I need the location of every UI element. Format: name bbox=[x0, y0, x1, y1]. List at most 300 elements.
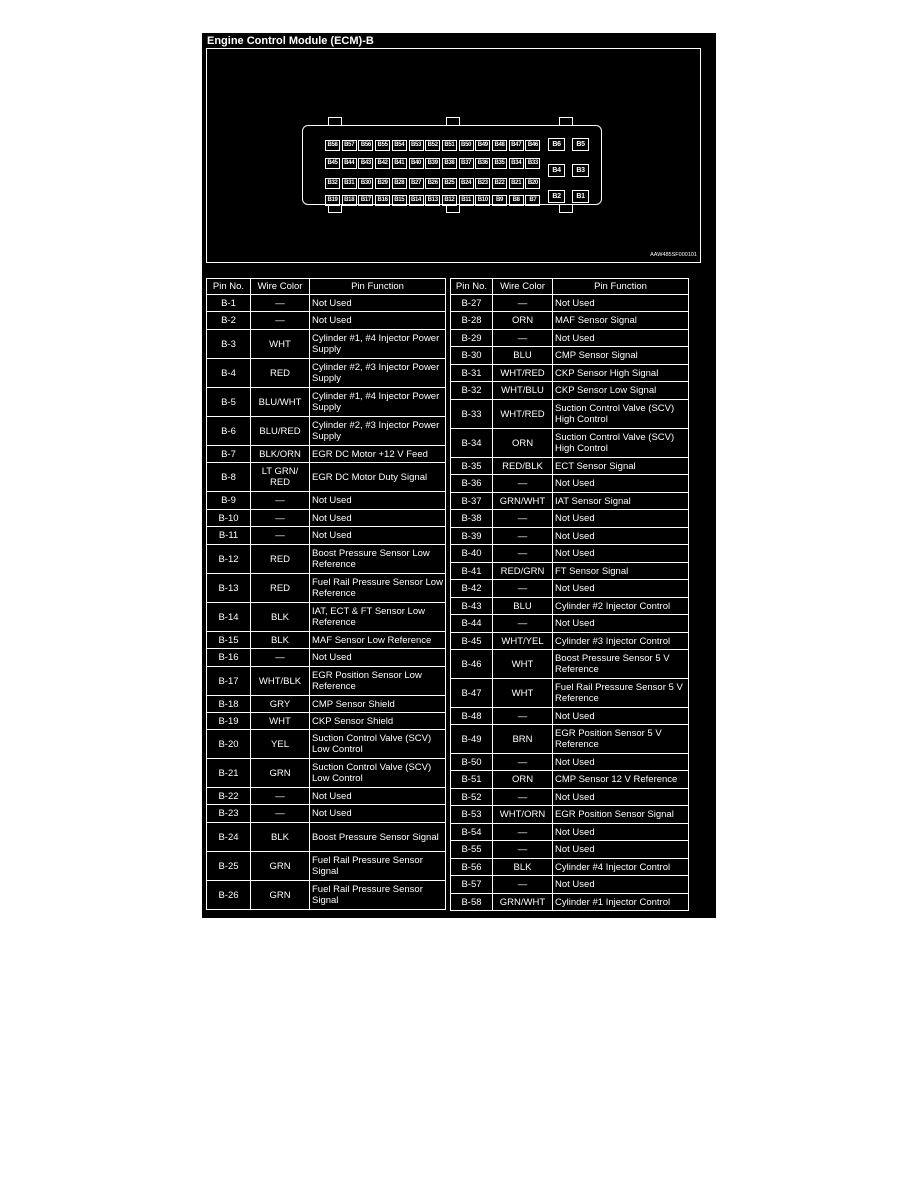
pin-function-cell: EGR Position Sensor 5 V Reference bbox=[553, 725, 689, 754]
wire-color-cell: BLU/WHT bbox=[251, 388, 310, 417]
connector-tab bbox=[446, 117, 460, 126]
wire-color-cell: WHT/RED bbox=[493, 365, 553, 382]
pin-function-cell: Cylinder #1, #4 Injector Power Supply bbox=[310, 388, 446, 417]
wire-color-cell: GRN/WHT bbox=[493, 894, 553, 911]
wire-color-cell: — bbox=[251, 527, 310, 545]
connector-pin: B1 bbox=[572, 190, 589, 203]
connector-pin: B2 bbox=[548, 190, 565, 203]
pin-table-left bbox=[206, 278, 446, 910]
wire-color-cell: ORN bbox=[493, 312, 553, 330]
pin-no-cell: B-58 bbox=[451, 894, 493, 911]
table-row bbox=[451, 347, 689, 365]
pin-function-cell: Fuel Rail Pressure Sensor Low Reference bbox=[310, 574, 446, 603]
pin-no-cell: B-13 bbox=[207, 574, 251, 603]
table-row bbox=[451, 510, 689, 528]
connector-pin: B49 bbox=[475, 140, 490, 151]
connector-pin: B12 bbox=[442, 195, 457, 206]
wire-color-cell: WHT/BLK bbox=[251, 667, 310, 696]
table-row bbox=[207, 330, 446, 359]
pin-function-cell: Suction Control Valve (SCV) Low Control bbox=[310, 759, 446, 788]
wire-color-cell: BLU bbox=[493, 598, 553, 615]
table-row bbox=[451, 545, 689, 563]
pin-function-cell: Not Used bbox=[310, 649, 446, 667]
pin-function-cell: Not Used bbox=[553, 528, 689, 545]
pin-no-cell: B-50 bbox=[451, 754, 493, 771]
header-pin-function: Pin Function bbox=[310, 279, 446, 295]
wire-color-cell: — bbox=[493, 789, 553, 806]
pin-no-cell: B-36 bbox=[451, 475, 493, 493]
wire-color-cell: GRY bbox=[251, 696, 310, 713]
table-row bbox=[207, 713, 446, 730]
connector-pin: B35 bbox=[492, 158, 507, 169]
diagram-code: AAW485SF000101 bbox=[650, 252, 697, 258]
wire-color-cell: — bbox=[493, 475, 553, 493]
connector-pin: B34 bbox=[509, 158, 524, 169]
connector-pin: B8 bbox=[509, 195, 524, 206]
connector-pin: B40 bbox=[409, 158, 424, 169]
connector-pin: B53 bbox=[409, 140, 424, 151]
pin-no-cell: B-45 bbox=[451, 633, 493, 650]
pin-function-cell: EGR Position Sensor Low Reference bbox=[310, 667, 446, 696]
wire-color-cell: — bbox=[493, 824, 553, 841]
connector-pin: B46 bbox=[525, 140, 540, 151]
table-row bbox=[451, 382, 689, 400]
connector-pin: B54 bbox=[392, 140, 407, 151]
table-row bbox=[207, 359, 446, 388]
connector-pin: B11 bbox=[459, 195, 474, 206]
table-row bbox=[451, 650, 689, 679]
wire-color-cell: YEL bbox=[251, 730, 310, 759]
wire-color-cell: RED bbox=[251, 545, 310, 574]
wire-color-cell: BLK bbox=[251, 603, 310, 632]
pin-function-cell: Not Used bbox=[310, 312, 446, 330]
pin-function-cell: Not Used bbox=[553, 295, 689, 312]
pin-function-cell: CKP Sensor High Signal bbox=[553, 365, 689, 382]
ecm-b-panel bbox=[202, 33, 716, 918]
connector-pin: B37 bbox=[459, 158, 474, 169]
table-row bbox=[451, 679, 689, 708]
wire-color-cell: — bbox=[493, 510, 553, 528]
pin-no-cell: B-25 bbox=[207, 852, 251, 881]
pin-no-cell: B-21 bbox=[207, 759, 251, 788]
pin-function-cell: Suction Control Valve (SCV) High Control bbox=[553, 400, 689, 429]
pin-no-cell: B-2 bbox=[207, 312, 251, 330]
wire-color-cell: WHT bbox=[251, 713, 310, 730]
table-header-row bbox=[207, 279, 446, 295]
wire-color-cell: GRN/WHT bbox=[493, 493, 553, 510]
table-row bbox=[207, 759, 446, 788]
pin-no-cell: B-52 bbox=[451, 789, 493, 806]
pin-no-cell: B-11 bbox=[207, 527, 251, 545]
pin-no-cell: B-14 bbox=[207, 603, 251, 632]
table-row bbox=[451, 789, 689, 806]
wire-color-cell: WHT bbox=[493, 650, 553, 679]
pin-function-cell: Suction Control Valve (SCV) High Control bbox=[553, 429, 689, 458]
pin-no-cell: B-57 bbox=[451, 876, 493, 894]
connector-pin: B33 bbox=[525, 158, 540, 169]
pin-no-cell: B-33 bbox=[451, 400, 493, 429]
wire-color-cell: BLK bbox=[251, 823, 310, 852]
wire-color-cell: — bbox=[493, 754, 553, 771]
pin-function-cell: Fuel Rail Pressure Sensor Signal bbox=[310, 852, 446, 881]
connector-pin: B25 bbox=[442, 178, 457, 189]
table-row bbox=[207, 295, 446, 312]
pin-function-cell: Not Used bbox=[553, 475, 689, 493]
pin-no-cell: B-15 bbox=[207, 632, 251, 649]
pin-no-cell: B-54 bbox=[451, 824, 493, 841]
pin-no-cell: B-35 bbox=[451, 458, 493, 475]
connector-outline bbox=[302, 125, 602, 205]
table-row bbox=[451, 894, 689, 911]
pin-function-cell: Cylinder #2, #3 Injector Power Supply bbox=[310, 417, 446, 446]
connector-pin: B58 bbox=[325, 140, 340, 151]
table-row bbox=[451, 429, 689, 458]
pin-no-cell: B-22 bbox=[207, 788, 251, 805]
table-row bbox=[451, 458, 689, 475]
wire-color-cell: WHT bbox=[251, 330, 310, 359]
table-body bbox=[451, 295, 689, 911]
header-pin-function: Pin Function bbox=[553, 279, 689, 295]
connector-pin: B45 bbox=[325, 158, 340, 169]
pin-no-cell: B-3 bbox=[207, 330, 251, 359]
table-row bbox=[451, 754, 689, 771]
wire-color-cell: BLU/RED bbox=[251, 417, 310, 446]
pin-function-cell: CMP Sensor Signal bbox=[553, 347, 689, 365]
connector-pin: B29 bbox=[375, 178, 390, 189]
pin-no-cell: B-44 bbox=[451, 615, 493, 633]
table-row bbox=[207, 510, 446, 527]
pin-no-cell: B-7 bbox=[207, 446, 251, 463]
connector-pin: B50 bbox=[459, 140, 474, 151]
pin-function-cell: Cylinder #2, #3 Injector Power Supply bbox=[310, 359, 446, 388]
pin-function-cell: Not Used bbox=[553, 841, 689, 859]
pin-no-cell: B-53 bbox=[451, 806, 493, 824]
pin-function-cell: EGR Position Sensor Signal bbox=[553, 806, 689, 824]
wire-color-cell: — bbox=[251, 649, 310, 667]
connector-pin: B30 bbox=[358, 178, 373, 189]
table-row bbox=[451, 615, 689, 633]
pin-function-cell: Not Used bbox=[553, 754, 689, 771]
pin-function-cell: FT Sensor Signal bbox=[553, 563, 689, 580]
connector-pin: B43 bbox=[358, 158, 373, 169]
table-row bbox=[207, 388, 446, 417]
connector-pin: B24 bbox=[459, 178, 474, 189]
pin-no-cell: B-23 bbox=[207, 805, 251, 823]
pin-no-cell: B-29 bbox=[451, 330, 493, 347]
table-row bbox=[207, 730, 446, 759]
table-row bbox=[451, 330, 689, 347]
table-row bbox=[451, 771, 689, 789]
wire-color-cell: ORN bbox=[493, 429, 553, 458]
pin-no-cell: B-20 bbox=[207, 730, 251, 759]
pin-function-cell: Cylinder #2 Injector Control bbox=[553, 598, 689, 615]
connector-pin: B15 bbox=[392, 195, 407, 206]
table-row bbox=[451, 475, 689, 493]
pin-no-cell: B-43 bbox=[451, 598, 493, 615]
pin-no-cell: B-47 bbox=[451, 679, 493, 708]
connector-pin: B39 bbox=[425, 158, 440, 169]
connector-pin: B57 bbox=[342, 140, 357, 151]
pin-function-cell: Not Used bbox=[310, 805, 446, 823]
connector-pin: B56 bbox=[358, 140, 373, 151]
wire-color-cell: WHT bbox=[493, 679, 553, 708]
pin-function-cell: Boost Pressure Sensor Low Reference bbox=[310, 545, 446, 574]
pin-no-cell: B-41 bbox=[451, 563, 493, 580]
wire-color-cell: — bbox=[251, 510, 310, 527]
header-pin-no: Pin No. bbox=[451, 279, 493, 295]
pin-no-cell: B-5 bbox=[207, 388, 251, 417]
connector-pin: B51 bbox=[442, 140, 457, 151]
pin-no-cell: B-34 bbox=[451, 429, 493, 458]
wire-color-cell: — bbox=[251, 295, 310, 312]
header-pin-no: Pin No. bbox=[207, 279, 251, 295]
wire-color-cell: — bbox=[251, 492, 310, 510]
table-row bbox=[451, 841, 689, 859]
pin-function-cell: EGR DC Motor Duty Signal bbox=[310, 463, 446, 492]
pin-no-cell: B-12 bbox=[207, 545, 251, 574]
table-row bbox=[451, 708, 689, 725]
wire-color-cell: — bbox=[493, 708, 553, 725]
wire-color-cell: — bbox=[251, 805, 310, 823]
connector-pin: B9 bbox=[492, 195, 507, 206]
table-body bbox=[207, 295, 446, 910]
pin-function-cell: Not Used bbox=[553, 708, 689, 725]
header-wire-color: Wire Color bbox=[493, 279, 553, 295]
pin-function-cell: Not Used bbox=[553, 789, 689, 806]
pin-no-cell: B-39 bbox=[451, 528, 493, 545]
pin-no-cell: B-4 bbox=[207, 359, 251, 388]
pin-function-cell: Not Used bbox=[310, 510, 446, 527]
page-title: Engine Control Module (ECM)-B bbox=[207, 35, 374, 47]
table-row bbox=[207, 312, 446, 330]
connector-tab bbox=[328, 117, 342, 126]
connector-pin: B22 bbox=[492, 178, 507, 189]
wire-color-cell: RED/BLK bbox=[493, 458, 553, 475]
pin-no-cell: B-37 bbox=[451, 493, 493, 510]
pin-no-cell: B-28 bbox=[451, 312, 493, 330]
table-row bbox=[207, 881, 446, 910]
connector-tab bbox=[559, 204, 573, 213]
pin-no-cell: B-17 bbox=[207, 667, 251, 696]
wire-color-cell: — bbox=[493, 876, 553, 894]
connector-pin: B10 bbox=[475, 195, 490, 206]
pin-no-cell: B-40 bbox=[451, 545, 493, 563]
pin-function-cell: Not Used bbox=[553, 824, 689, 841]
pin-function-cell: Not Used bbox=[310, 295, 446, 312]
wire-color-cell: WHT/BLU bbox=[493, 382, 553, 400]
wire-color-cell: — bbox=[251, 788, 310, 805]
table-row bbox=[451, 312, 689, 330]
table-row bbox=[207, 545, 446, 574]
pin-no-cell: B-38 bbox=[451, 510, 493, 528]
pin-no-cell: B-46 bbox=[451, 650, 493, 679]
wire-color-cell: BLK bbox=[251, 632, 310, 649]
connector-pin: B19 bbox=[325, 195, 340, 206]
table-row bbox=[451, 528, 689, 545]
wire-color-cell: BLK bbox=[493, 859, 553, 876]
connector-diagram bbox=[206, 48, 701, 263]
wire-color-cell: WHT/RED bbox=[493, 400, 553, 429]
pin-function-cell: Suction Control Valve (SCV) Low Control bbox=[310, 730, 446, 759]
wire-color-cell: BRN bbox=[493, 725, 553, 754]
wire-color-cell: GRN bbox=[251, 881, 310, 910]
connector-pin: B6 bbox=[548, 138, 565, 151]
connector-pin: B47 bbox=[509, 140, 524, 151]
table-row bbox=[451, 295, 689, 312]
pin-function-cell: Cylinder #1, #4 Injector Power Supply bbox=[310, 330, 446, 359]
table-row bbox=[207, 417, 446, 446]
table-row bbox=[207, 527, 446, 545]
connector-pin: B18 bbox=[342, 195, 357, 206]
table-row bbox=[451, 876, 689, 894]
connector-tab bbox=[559, 117, 573, 126]
table-row bbox=[207, 852, 446, 881]
pin-function-cell: Not Used bbox=[553, 876, 689, 894]
pin-no-cell: B-1 bbox=[207, 295, 251, 312]
pin-function-cell: CMP Sensor Shield bbox=[310, 696, 446, 713]
table-row bbox=[207, 463, 446, 492]
pin-no-cell: B-19 bbox=[207, 713, 251, 730]
wire-color-cell: — bbox=[493, 330, 553, 347]
pin-function-cell: MAF Sensor Signal bbox=[553, 312, 689, 330]
table-row bbox=[451, 725, 689, 754]
wire-color-cell: BLU bbox=[493, 347, 553, 365]
pin-function-cell: CKP Sensor Low Signal bbox=[553, 382, 689, 400]
pin-no-cell: B-30 bbox=[451, 347, 493, 365]
connector-pin: B7 bbox=[525, 195, 540, 206]
wire-color-cell: LT GRN/ RED bbox=[251, 463, 310, 492]
connector-pin: B4 bbox=[548, 164, 565, 177]
pin-no-cell: B-16 bbox=[207, 649, 251, 667]
connector-pin: B3 bbox=[572, 164, 589, 177]
pin-no-cell: B-8 bbox=[207, 463, 251, 492]
wire-color-cell: — bbox=[493, 615, 553, 633]
pin-function-cell: Not Used bbox=[310, 492, 446, 510]
table-row bbox=[451, 633, 689, 650]
connector-pin: B20 bbox=[525, 178, 540, 189]
wire-color-cell: RED/GRN bbox=[493, 563, 553, 580]
table-row bbox=[207, 805, 446, 823]
pin-no-cell: B-26 bbox=[207, 881, 251, 910]
wire-color-cell: WHT/ORN bbox=[493, 806, 553, 824]
connector-pin: B36 bbox=[475, 158, 490, 169]
pin-function-cell: Fuel Rail Pressure Sensor Signal bbox=[310, 881, 446, 910]
wire-color-cell: — bbox=[493, 580, 553, 598]
pin-function-cell: Not Used bbox=[553, 580, 689, 598]
pin-no-cell: B-10 bbox=[207, 510, 251, 527]
pin-no-cell: B-27 bbox=[451, 295, 493, 312]
connector-pin: B32 bbox=[325, 178, 340, 189]
pin-function-cell: Not Used bbox=[553, 330, 689, 347]
connector-pin: B42 bbox=[375, 158, 390, 169]
pin-function-cell: Not Used bbox=[553, 545, 689, 563]
wire-color-cell: — bbox=[493, 295, 553, 312]
pin-no-cell: B-32 bbox=[451, 382, 493, 400]
table-row bbox=[207, 446, 446, 463]
pin-no-cell: B-9 bbox=[207, 492, 251, 510]
connector-pin: B28 bbox=[392, 178, 407, 189]
table-row bbox=[207, 667, 446, 696]
table-row bbox=[207, 788, 446, 805]
table-row bbox=[451, 493, 689, 510]
wire-color-cell: GRN bbox=[251, 759, 310, 788]
pin-no-cell: B-56 bbox=[451, 859, 493, 876]
pin-no-cell: B-55 bbox=[451, 841, 493, 859]
wire-color-cell: WHT/YEL bbox=[493, 633, 553, 650]
connector-pin: B48 bbox=[492, 140, 507, 151]
connector-pin: B27 bbox=[409, 178, 424, 189]
pin-no-cell: B-18 bbox=[207, 696, 251, 713]
pin-function-cell: Fuel Rail Pressure Sensor 5 V Reference bbox=[553, 679, 689, 708]
pin-no-cell: B-49 bbox=[451, 725, 493, 754]
wire-color-cell: — bbox=[493, 841, 553, 859]
connector-pin: B52 bbox=[425, 140, 440, 151]
table-row bbox=[207, 696, 446, 713]
connector-pin: B23 bbox=[475, 178, 490, 189]
connector-pin: B31 bbox=[342, 178, 357, 189]
pin-function-cell: EGR DC Motor +12 V Feed bbox=[310, 446, 446, 463]
pin-no-cell: B-6 bbox=[207, 417, 251, 446]
wire-color-cell: ORN bbox=[493, 771, 553, 789]
pin-function-cell: Not Used bbox=[553, 510, 689, 528]
pin-function-cell: ECT Sensor Signal bbox=[553, 458, 689, 475]
pin-table-right bbox=[450, 278, 689, 911]
connector-pin: B17 bbox=[358, 195, 373, 206]
connector-pin: B26 bbox=[425, 178, 440, 189]
pin-function-cell: Cylinder #1 Injector Control bbox=[553, 894, 689, 911]
table-row bbox=[451, 400, 689, 429]
table-row bbox=[451, 563, 689, 580]
table-row bbox=[451, 806, 689, 824]
table-row bbox=[207, 823, 446, 852]
pin-function-cell: CKP Sensor Shield bbox=[310, 713, 446, 730]
pin-no-cell: B-51 bbox=[451, 771, 493, 789]
wire-color-cell: RED bbox=[251, 574, 310, 603]
wire-color-cell: RED bbox=[251, 359, 310, 388]
wire-color-cell: — bbox=[251, 312, 310, 330]
connector-pin: B55 bbox=[375, 140, 390, 151]
pin-function-cell: Boost Pressure Sensor 5 V Reference bbox=[553, 650, 689, 679]
wire-color-cell: BLK/ORN bbox=[251, 446, 310, 463]
table-row bbox=[207, 492, 446, 510]
connector-pin: B41 bbox=[392, 158, 407, 169]
pin-function-cell: Cylinder #3 Injector Control bbox=[553, 633, 689, 650]
wire-color-cell: — bbox=[493, 528, 553, 545]
connector-pin: B16 bbox=[375, 195, 390, 206]
table-row bbox=[451, 824, 689, 841]
pin-function-cell: Cylinder #4 Injector Control bbox=[553, 859, 689, 876]
wire-color-cell: GRN bbox=[251, 852, 310, 881]
connector-pin: B13 bbox=[425, 195, 440, 206]
pin-function-cell: Not Used bbox=[310, 788, 446, 805]
connector-pin: B21 bbox=[509, 178, 524, 189]
table-row bbox=[451, 580, 689, 598]
pin-function-cell: Not Used bbox=[310, 527, 446, 545]
table-row bbox=[207, 603, 446, 632]
pin-function-cell: CMP Sensor 12 V Reference bbox=[553, 771, 689, 789]
pin-no-cell: B-42 bbox=[451, 580, 493, 598]
table-row bbox=[207, 632, 446, 649]
connector-pin: B44 bbox=[342, 158, 357, 169]
pin-function-cell: Boost Pressure Sensor Signal bbox=[310, 823, 446, 852]
table-row bbox=[451, 365, 689, 382]
table-row bbox=[207, 649, 446, 667]
pin-function-cell: IAT, ECT & FT Sensor Low Reference bbox=[310, 603, 446, 632]
connector-pin: B5 bbox=[572, 138, 589, 151]
wire-color-cell: — bbox=[493, 545, 553, 563]
pin-function-cell: MAF Sensor Low Reference bbox=[310, 632, 446, 649]
table-row bbox=[451, 598, 689, 615]
